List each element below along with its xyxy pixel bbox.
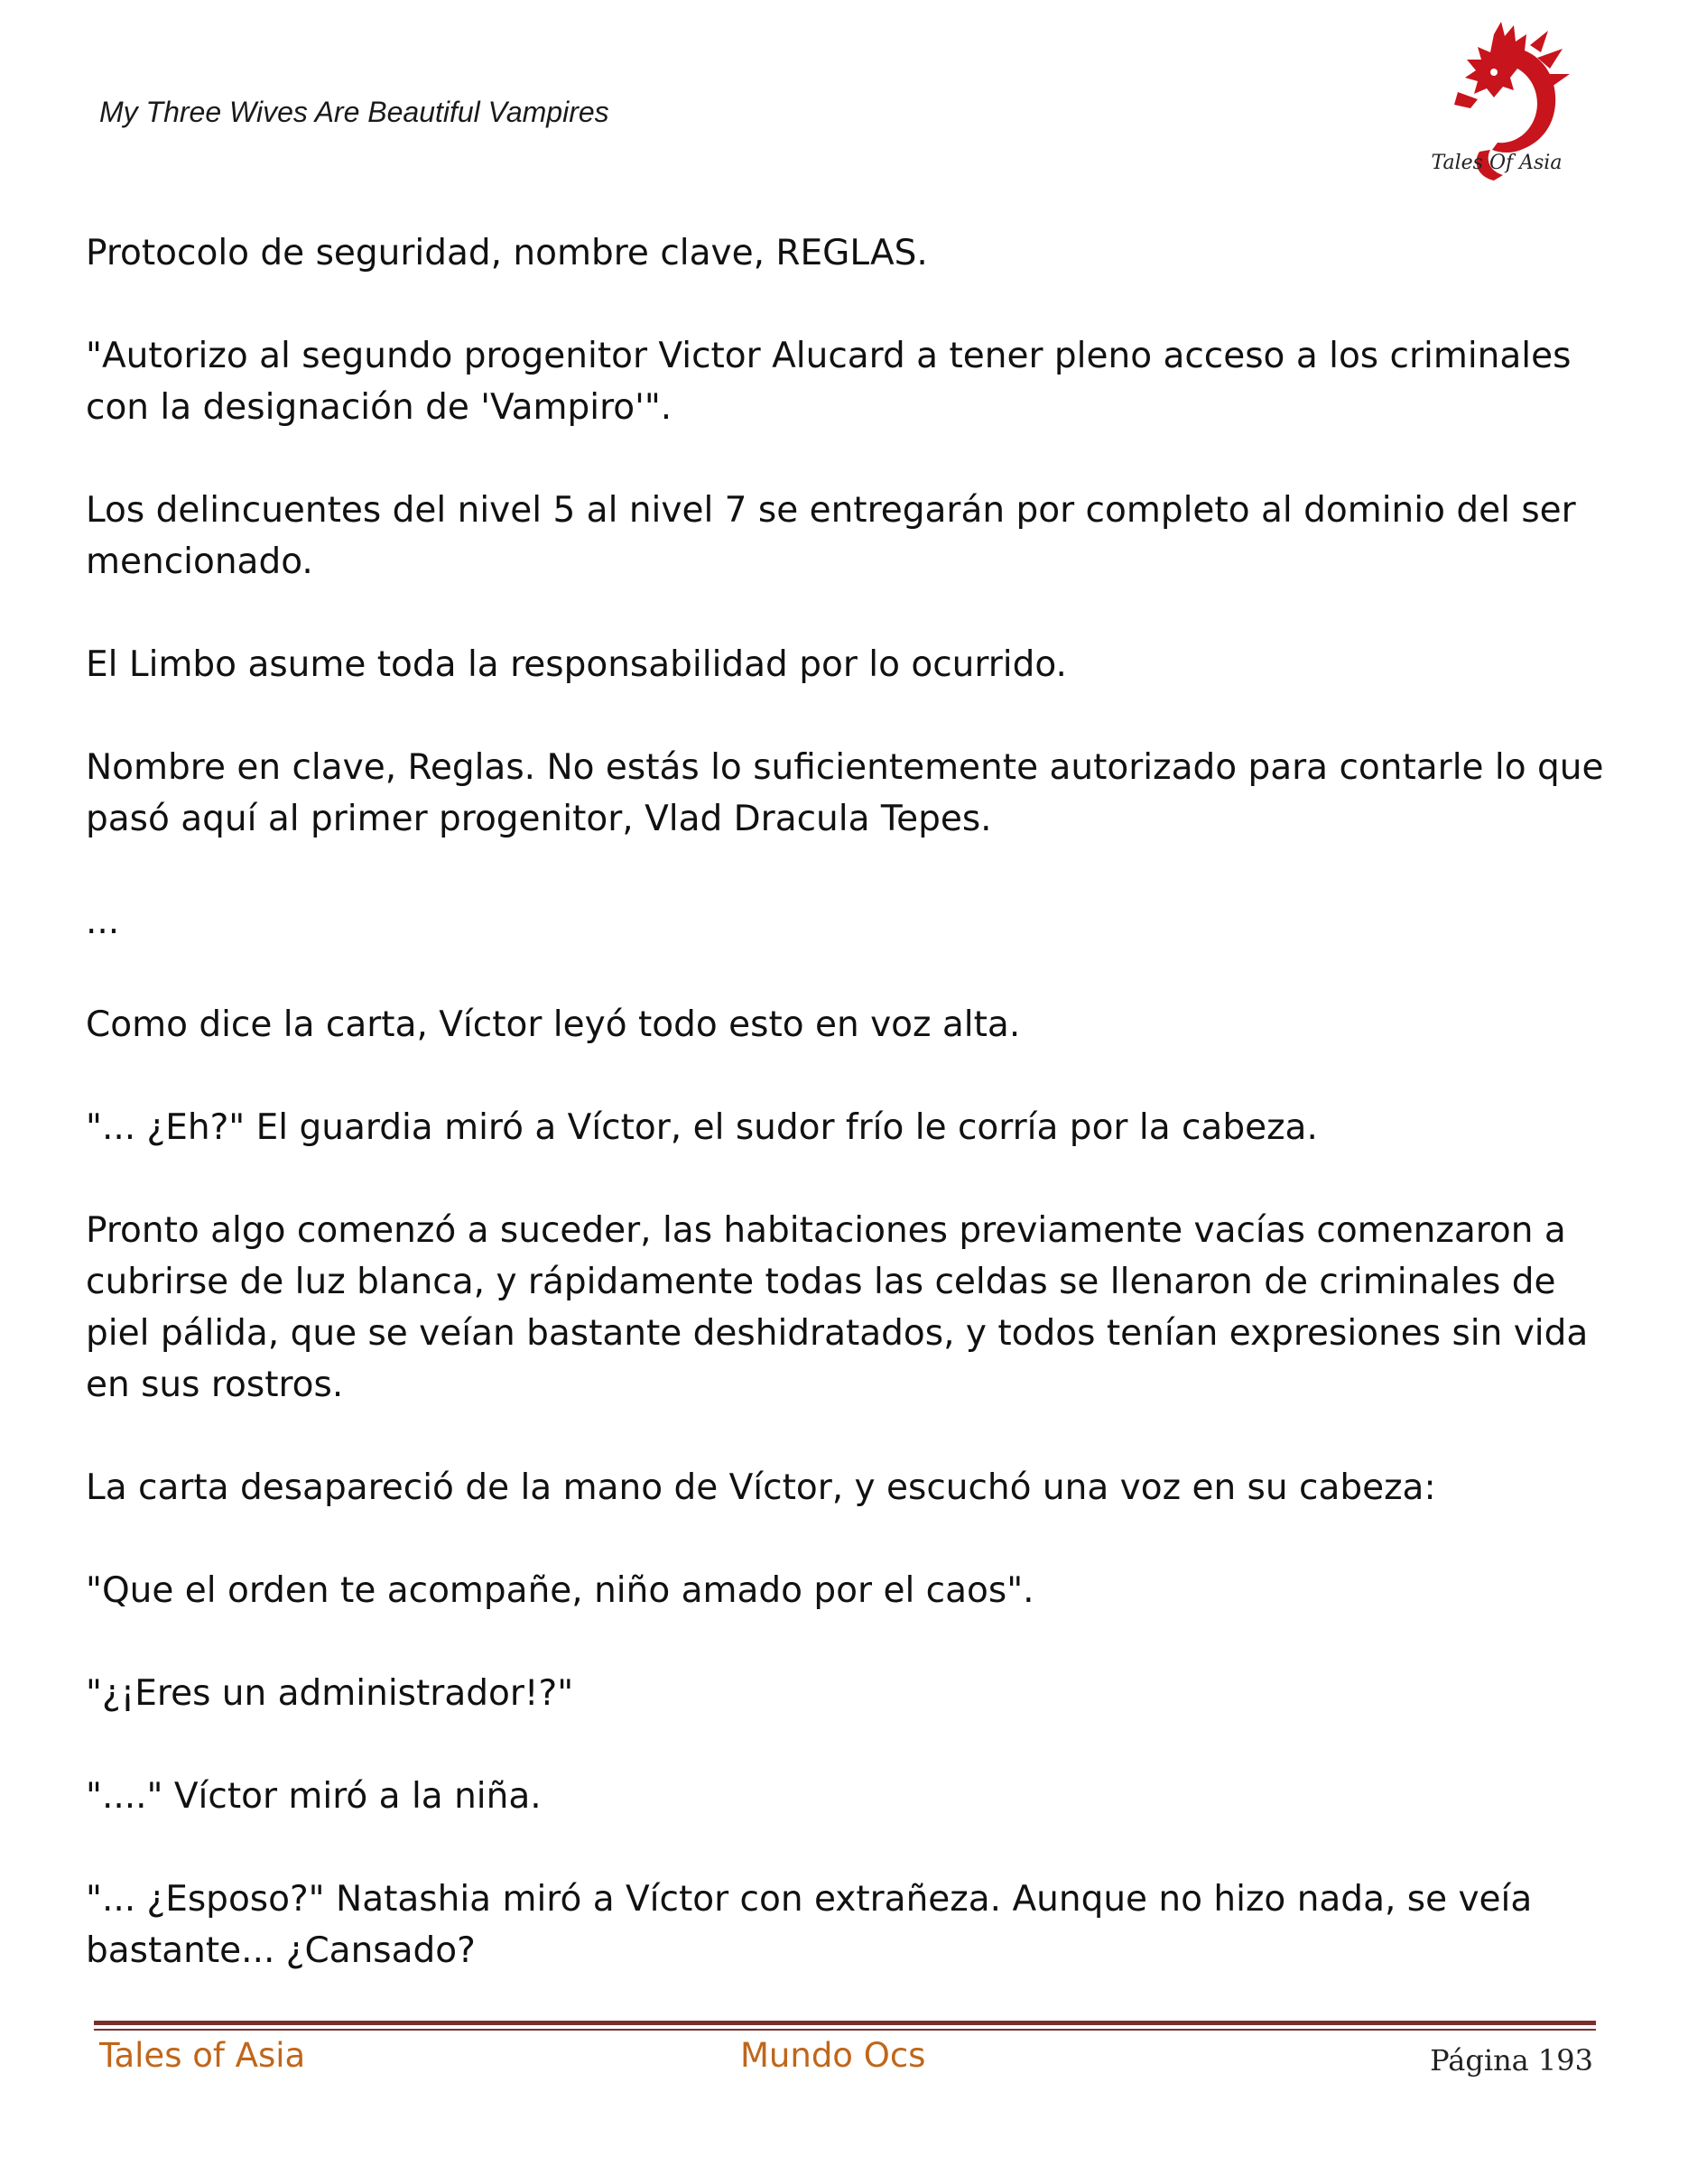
paragraph: La carta desapareció de la mano de Víctor, y escuchó una voz en su cabeza: <box>86 1467 1436 1508</box>
footer-divider <box>94 2021 1596 2025</box>
logo-caption: Tales Of Asia <box>1431 152 1563 174</box>
paragraph: "Autorizo al segundo progenitor Victor Alucard a tener pleno acceso a los criminales con la designación de 'Vampiro'". <box>86 336 1572 428</box>
footer-publisher: Tales of Asia <box>99 2036 306 2075</box>
paragraph: Pronto algo comenzó a suceder, las habitaciones previamente vacías comenzaron a cubrirse de luz blanca, y rápidamente todas las celdas se llenaron de criminales de piel pálida, que se veían bastante deshidratados, y todos tenían expresiones sin vida en sus rostros. <box>86 1210 1589 1405</box>
book-title: My Three Wives Are Beautiful Vampires <box>99 96 609 128</box>
paragraph: ... <box>86 902 120 942</box>
paragraph: "... ¿Eh?" El guardia miró a Víctor, el sudor frío le corría por la cabeza. <box>86 1107 1318 1148</box>
paragraph: Como dice la carta, Víctor leyó todo esto en voz alta. <box>86 1004 1021 1045</box>
page-number: Página 193 <box>1430 2043 1593 2078</box>
paragraph: "Que el orden te acompañe, niño amado por el caos". <box>86 1570 1034 1611</box>
paragraph: Los delincuentes del nivel 5 al nivel 7 se entregarán por completo al dominio del ser mencionado. <box>86 490 1576 582</box>
paragraph: Protocolo de seguridad, nombre clave, REGLAS. <box>86 233 928 273</box>
chapter-text <box>86 227 1620 1976</box>
footer-section: Mundo Ocs <box>740 2036 926 2075</box>
paragraph: "...." Víctor miró a la niña. <box>86 1776 542 1817</box>
paragraph: Nombre en clave, Reglas. No estás lo suficientemente autorizado para contarle lo que pasó aquí al primer progenitor, Vlad Dracula Tepes. <box>86 747 1604 839</box>
footer-divider-thin <box>94 2029 1596 2031</box>
paragraph: El Limbo asume toda la responsabilidad por lo ocurrido. <box>86 644 1067 685</box>
paragraph: "... ¿Esposo?" Natashia miró a Víctor con extrañeza. Aunque no hizo nada, se veía bastante... ¿Cansado? <box>86 1879 1533 1971</box>
paragraph: "¿¡Eres un administrador!?" <box>86 1673 574 1714</box>
